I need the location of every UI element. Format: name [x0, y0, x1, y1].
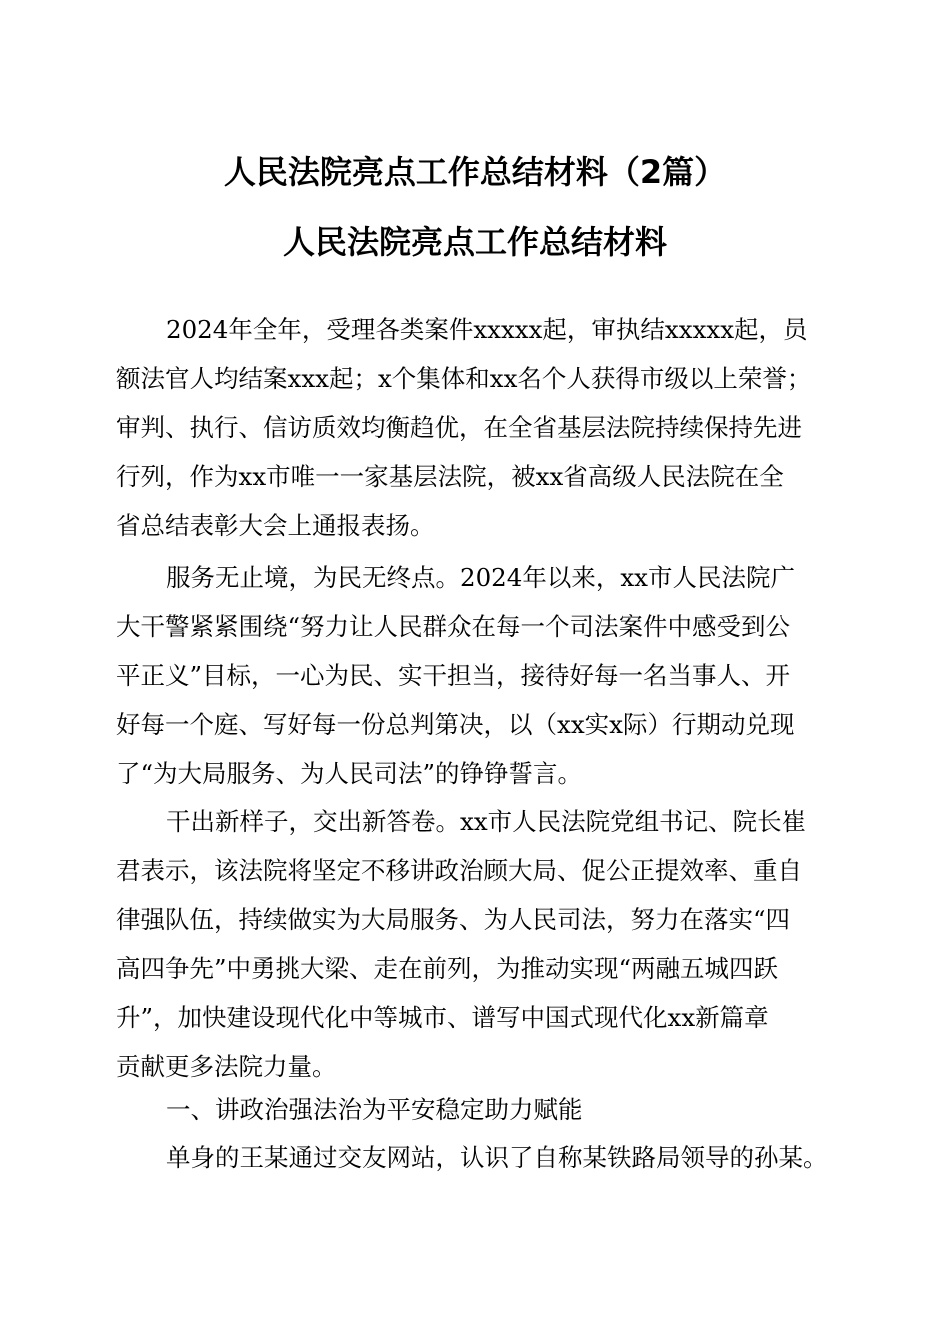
paragraph-line: 了“为大局服务、为人民司法”的铮铮誓言。 — [116, 759, 583, 788]
paragraph-line: 平正义”目标，一心为民、实干担当，接待好每一名当事人、开 — [116, 661, 791, 690]
paragraph-service — [116, 553, 836, 798]
document-title: 人民法院亮点工作总结材料（2篇） — [223, 153, 727, 191]
paragraph-line: 2024年全年，受理各类案件xxxxx起，审执结xxxxx起，员 — [166, 315, 808, 344]
paragraph-line: 省总结表彰大会上通报表扬。 — [116, 511, 435, 540]
paragraph-line: 单身的王某通过交友网站，认识了自称某铁路局领导的孙某。 — [166, 1143, 828, 1172]
paragraph-line: 好每一个庭、写好每一份总判第决，以（xx实x际）行期动兑现 — [116, 710, 795, 739]
document-subtitle: 人民法院亮点工作总结材料 — [282, 223, 667, 261]
paragraph-line: 大干警紧紧围绕“努力让人民群众在每一个司法案件中感受到公 — [116, 612, 791, 641]
paragraph-line: 贡献更多法院力量。 — [116, 1052, 337, 1081]
section-heading-text: 一、讲政治强法治为平安稳定助力赋能 — [166, 1095, 583, 1124]
paragraph-line: 干出新样子，交出新答卷。xx市人民法院党组书记、院长崔 — [166, 807, 807, 836]
paragraph-line: 高四争先”中勇挑大梁、走在前列，为推动实现“两融五城四跃 — [116, 954, 779, 983]
paragraph-line: 君表示，该法院将坚定不移讲政治顾大局、促公正提效率、重自 — [116, 856, 802, 885]
paragraph-new-answers — [116, 797, 836, 1091]
paragraph-case-story — [116, 1133, 836, 1182]
paragraph-line: 升”，加快建设现代化中等城市、谱写中国式现代化xx新篇章 — [116, 1003, 769, 1032]
paragraph-line: 律强队伍，持续做实为大局服务、为人民司法，努力在落实“四 — [116, 905, 791, 934]
paragraph-summary — [116, 305, 836, 550]
paragraph-line: 行列，作为xx市唯一一家基层法院，被xx省高级人民法院在全 — [116, 462, 784, 491]
paragraph-line: 审判、执行、信访质效均衡趋优，在全省基层法院持续保持先进 — [116, 413, 802, 442]
section-heading — [116, 1085, 836, 1134]
paragraph-line: 服务无止境，为民无终点。2024年以来，xx市人民法院广 — [166, 563, 795, 592]
paragraph-line: 额法官人均结案xxx起；x个集体和xx名个人获得市级以上荣誉； — [116, 364, 812, 393]
